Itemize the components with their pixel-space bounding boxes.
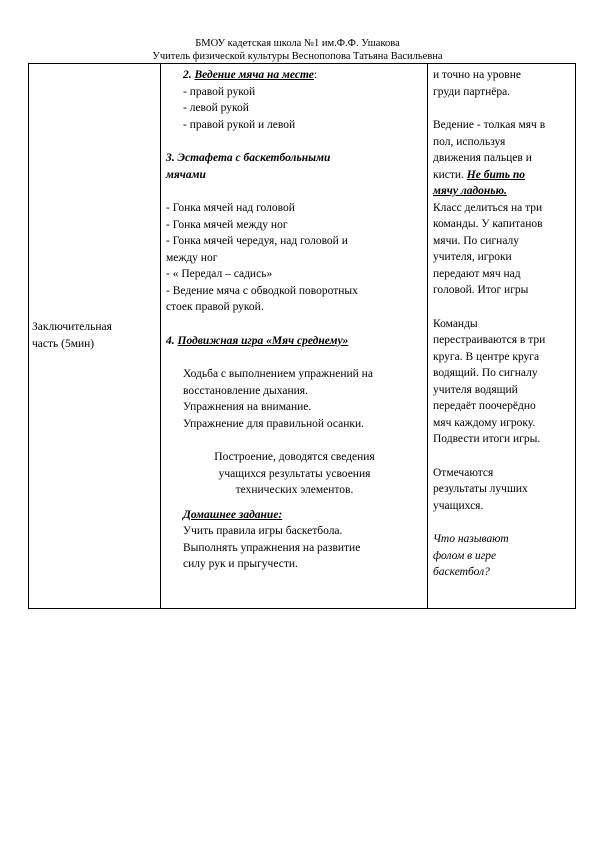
list-item-cont: стоек правой рукой.: [166, 301, 264, 313]
lesson-plan-table: [28, 63, 576, 609]
summary-line: технических элементов.: [235, 484, 354, 496]
note-line: круга. В центре круга: [433, 350, 540, 363]
teacher-name: Учитель физической культуры Веснопопова Татьяна Васильевна: [152, 51, 443, 62]
section-3-title: 3. Эстафета с баскетбольными: [166, 152, 331, 164]
content-cell: [161, 64, 428, 609]
list-item: - Ведение мяча с обводкой поворотных: [166, 284, 358, 297]
walk-line: Ходьба с выполнением упражнений на: [183, 368, 373, 380]
note-line: передают мяч над: [433, 267, 521, 280]
list-item: - левой рукой: [183, 102, 249, 114]
section-4-title: 4. Подвижная игра «Мяч среднему»: [166, 334, 349, 347]
stage-cell: [29, 64, 161, 609]
list-item: - Гонка мячей чередуя, над головой и: [166, 235, 348, 247]
warning-text: Не бить по: [466, 168, 526, 181]
summary-line: Построение, доводятся сведения: [214, 451, 375, 463]
homework-line: Учить правила игры баскетбола.: [183, 525, 343, 537]
note-line: головой. Итог игры: [433, 284, 529, 296]
notes-cell: [428, 64, 576, 609]
walk-line: Упражнение для правильной осанки.: [183, 417, 365, 430]
note-line: мячи. По сигналу: [433, 234, 520, 247]
homework-line: силу рук и прыгучести.: [183, 558, 298, 570]
list-item: - правой рукой: [183, 85, 256, 98]
note-line: перестраиваются в три: [433, 334, 546, 346]
summary-line: учащихся результаты усвоения: [218, 467, 371, 480]
stage-label: Заключительная: [32, 321, 112, 333]
note-line: и точно на уровне: [433, 69, 521, 81]
school-name: БМОУ кадетская школа №1 им.Ф.Ф. Ушакова: [195, 38, 400, 49]
note-line: Класс делиться на три: [433, 201, 543, 214]
walk-line: восстановление дыхания.: [183, 384, 308, 397]
list-item: - правой рукой и левой: [183, 118, 296, 131]
note-line: учащихся.: [433, 499, 484, 512]
note-line: груди партнёра.: [433, 85, 511, 98]
list-item: - « Передал – садись»: [166, 268, 273, 280]
note-line: Команды: [433, 317, 478, 330]
homework-title: Домашнее задание:: [183, 508, 283, 521]
note-line: кисти. Не бить по: [433, 168, 526, 181]
note-line: мяч каждому игроку.: [433, 416, 536, 429]
walk-line: Упражнения на внимание.: [183, 401, 312, 413]
document-header: [0, 37, 595, 63]
note-line: движения пальцев и: [433, 152, 532, 164]
note-line: Ведение - толкая мяч в: [433, 119, 546, 131]
note-line: Отмечаются: [433, 466, 494, 479]
note-line: команды. У капитанов: [433, 218, 543, 230]
question-line: Что называют: [433, 533, 509, 545]
list-item: - Гонка мячей над головой: [166, 202, 295, 214]
stage-duration: часть (5мин): [32, 338, 95, 350]
section-3-title-cont: мячами: [166, 168, 206, 181]
list-item-cont: между ног: [166, 251, 218, 264]
note-line: передаёт поочерёдно: [433, 400, 536, 412]
section-2-title: 2. Ведение мяча на месте:: [183, 69, 318, 81]
homework-line: Выполнять упражнения на развитие: [183, 541, 361, 554]
note-line: результаты лучших: [433, 483, 528, 495]
note-line: учителя, игроки: [433, 251, 512, 263]
note-line: Подвести итоги игры.: [433, 433, 541, 445]
note-line: пол, используя: [433, 135, 506, 148]
note-line: учителя водящий: [433, 383, 518, 396]
list-item: - Гонка мячей между ног: [166, 218, 288, 231]
question-line: баскетбол?: [433, 566, 490, 578]
question-line: фолом в игре: [433, 549, 497, 562]
table-row: [29, 64, 576, 609]
note-line: водящий. По сигналу: [433, 367, 538, 379]
warning-text: мячу ладонью.: [433, 185, 507, 197]
